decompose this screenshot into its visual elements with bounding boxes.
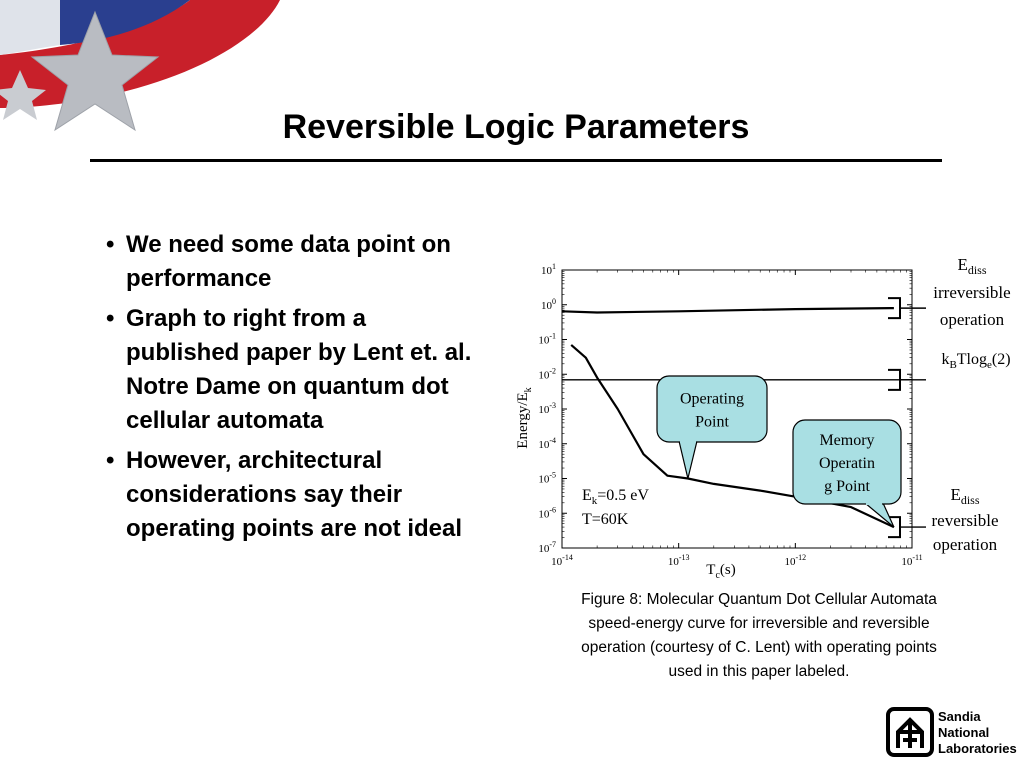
sandia-logo — [886, 706, 1017, 758]
bullet-item: • We need some data point on performance — [106, 231, 451, 292]
callout-pointer — [679, 441, 697, 479]
y-tick-label: $10^1$ — [541, 262, 556, 277]
chart-callouts — [657, 376, 901, 527]
y-tick-label: $10^{-6}$ — [538, 505, 556, 521]
y-axis-label: Energy/$E_k$ — [515, 387, 534, 449]
x-tick-label: $10^{-11}$ — [901, 553, 923, 568]
bullet-item: • However, architectural considerations say their operating points are not ideal — [106, 447, 463, 542]
bullet-item: • Graph to right from a published paper by Lent et. al. Notre Dame on quantum dot cellular automata — [106, 305, 472, 434]
y-tick-label: $10^{-4}$ — [538, 435, 556, 451]
callout-box — [793, 420, 901, 527]
series-label-reversible-line1: reversible — [931, 511, 999, 530]
caption-line: speed-energy curve for irreversible and reversible — [588, 615, 930, 632]
sandia-text-3: Laboratories — [938, 741, 1017, 756]
callout-text: Operatin — [819, 455, 875, 472]
energy-time-chart — [505, 250, 1024, 585]
banner-white-stripe — [0, 0, 60, 55]
bullet-text: Graph to right from a published paper by Lent et. al. Notre Dame on quantum dot cellular automata — [126, 305, 472, 434]
bullet-text: We need some data point on performance — [126, 231, 451, 292]
series-label-reversible-line2: operation — [932, 535, 998, 554]
caption-line: operation (courtesy of C. Lent) with operating points — [581, 639, 937, 656]
ek-label: $E_k=0.5$ eV — [582, 487, 649, 507]
x-tick-label: $10^{-12}$ — [784, 553, 807, 568]
callout-rect — [657, 376, 767, 442]
caption-line: used in this paper labeled. — [668, 663, 850, 680]
sandia-text-2: National — [938, 725, 990, 740]
callout-text: Point — [695, 413, 729, 431]
caption-line: Figure 8: Molecular Quantum Dot Cellular Automata — [581, 591, 937, 608]
x-tick-label: $10^{-14}$ — [551, 553, 573, 568]
callout-pointer-cover — [680, 439, 696, 443]
slide-title: Reversible Logic Parameters — [282, 108, 750, 146]
callout-box — [657, 376, 767, 479]
title-divider — [90, 159, 942, 162]
callout-text: Operating — [680, 390, 744, 408]
y-tick-label: $10^{-2}$ — [538, 366, 556, 382]
bullet-list — [104, 228, 484, 552]
series-label-reversible: $E_{diss}$ — [950, 485, 980, 507]
figure-caption — [538, 588, 980, 684]
series-label-irreversible-line1: irreversible — [933, 283, 1011, 302]
x-tick-label: $10^{-13}$ — [667, 553, 690, 568]
y-tick-label: $10^0$ — [541, 296, 556, 312]
series-label-irreversible: $E_{diss}$ — [957, 255, 987, 277]
y-tick-label: $10^{-5}$ — [538, 470, 556, 486]
y-tick-label: $10^{-3}$ — [538, 401, 556, 416]
bullet-text: However, architectural considerations say their operating points are not ideal — [126, 447, 463, 542]
callout-text: Memory — [819, 432, 875, 449]
callout-pointer-cover — [866, 501, 882, 505]
series-irreversible-line — [562, 308, 894, 312]
x-axis-label: $T_c(s)$ — [706, 562, 736, 581]
series-label-kbtlog: $k_BTlog_e(2)$ — [941, 351, 1011, 371]
y-tick-label: $10^{-7}$ — [538, 540, 556, 555]
y-tick-label: $10^{-1}$ — [538, 331, 556, 347]
callout-text: g Point — [824, 478, 870, 495]
series-label-irreversible-line2: operation — [939, 310, 1005, 329]
sandia-text-1: Sandia — [938, 709, 981, 724]
temperature-label: T=60K — [582, 511, 629, 528]
